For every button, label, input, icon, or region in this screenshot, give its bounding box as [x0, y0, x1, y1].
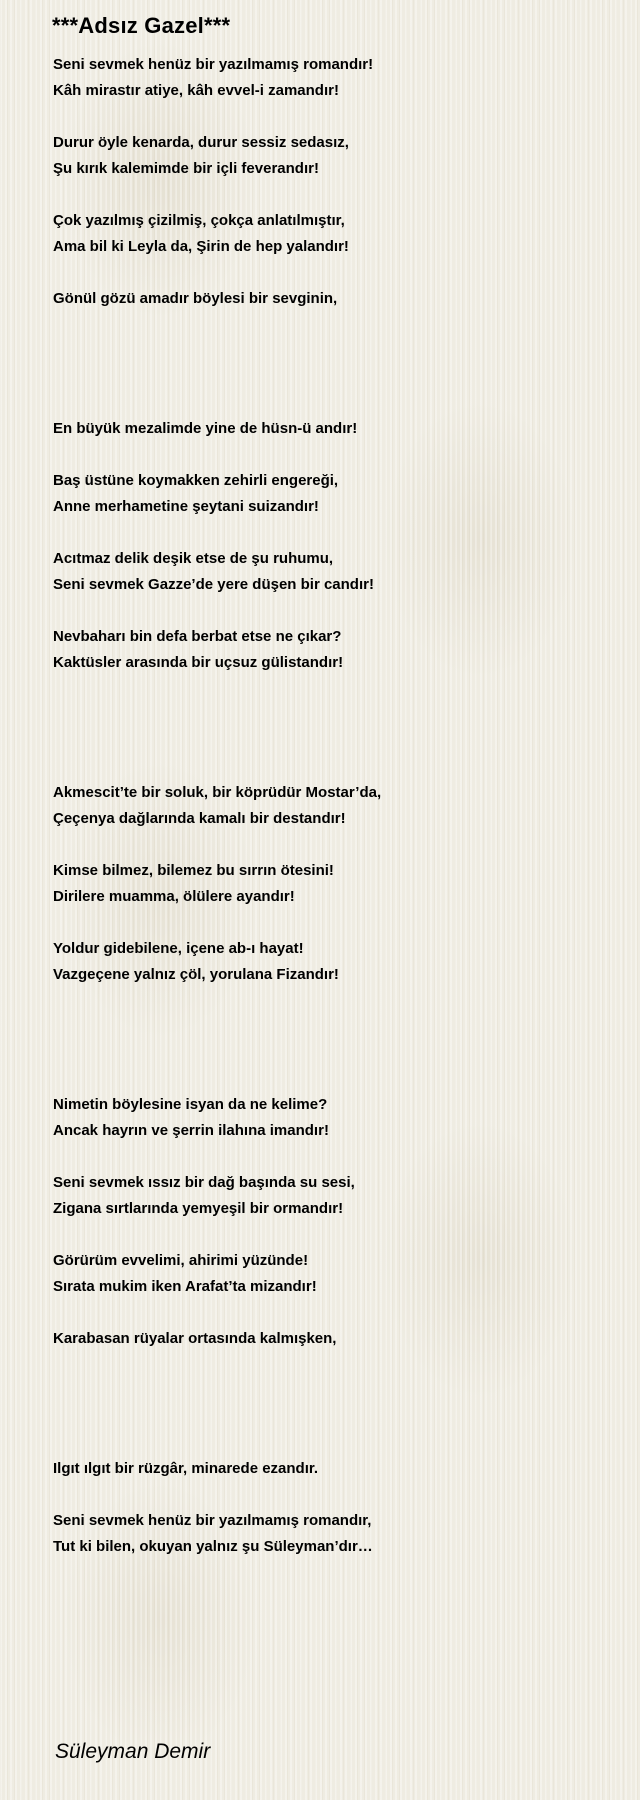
stanza: [53, 130, 613, 182]
poem-line: Kimse bilmez, bilemez bu sırrın ötesini!: [53, 862, 334, 879]
stanza: [53, 208, 613, 260]
stanza: [53, 286, 613, 312]
poem-line: Sırata mukim iken Arafat’ta mizandır!: [53, 1278, 317, 1295]
poem-title: ***Adsız Gazel***: [52, 13, 231, 38]
poem-line: Tut ki bilen, okuyan yalnız şu Süleyman’dır…: [53, 1538, 373, 1555]
poem-body: [53, 52, 613, 1560]
stanza: [53, 624, 613, 676]
poem-line: Gönül gözü amadır böylesi bir sevginin,: [53, 290, 338, 307]
poem-line: Seni sevmek ıssız bir dağ başında su sesi,: [53, 1174, 355, 1191]
stanza: [53, 858, 613, 910]
poem-line: Kâh mirastır atiye, kâh evvel-i zamandır!: [53, 82, 339, 99]
poem-line: Ancak hayrın ve şerrin ilahına imandır!: [53, 1122, 329, 1139]
stanza: [53, 52, 613, 104]
poem-line: Nevbaharı bin defa berbat etse ne çıkar?: [53, 628, 342, 645]
poem-line: Baş üstüne koymakken zehirli engereği,: [53, 472, 339, 489]
stanza: [53, 1092, 613, 1144]
stanza: [53, 546, 613, 598]
poem-line: Çeçenya dağlarında kamalı bir destandır!: [53, 810, 346, 827]
author-signature: Süleyman Demir: [55, 1740, 211, 1763]
poem-line: Seni sevmek henüz bir yazılmamış romandır!: [53, 56, 374, 73]
poem-line: Durur öyle kenarda, durur sessiz sedasız,: [53, 134, 349, 151]
poem-line: Nimetin böylesine isyan da ne kelime?: [53, 1096, 328, 1113]
stanza: [53, 416, 613, 442]
poem-line: Kaktüsler arasında bir uçsuz gülistandır!: [53, 654, 344, 671]
poem-line: Çok yazılmış çizilmiş, çokça anlatılmıştır,: [53, 212, 345, 229]
stanza: [53, 1508, 613, 1560]
poem-line: Seni sevmek henüz bir yazılmamış romandır,: [53, 1512, 372, 1529]
stanza: [53, 1326, 613, 1352]
stanza: [53, 936, 613, 988]
stanza: [53, 468, 613, 520]
poem-line: Şu kırık kalemimde bir içli feverandır!: [53, 160, 319, 177]
stanza: [53, 1170, 613, 1222]
poem-line: Görürüm evvelimi, ahirimi yüzünde!: [53, 1252, 309, 1269]
poem-line: En büyük mezalimde yine de hüsn-ü andır!: [53, 420, 358, 437]
poem-line: Vazgeçene yalnız çöl, yorulana Fizandır!: [53, 966, 339, 983]
poem-line: Acıtmaz delik deşik etse de şu ruhumu,: [53, 550, 334, 567]
poem-line: Zigana sırtlarında yemyeşil bir ormandır!: [53, 1200, 344, 1217]
poem-line: Karabasan rüyalar ortasında kalmışken,: [53, 1330, 337, 1347]
poem-line: Ama bil ki Leyla da, Şirin de hep yalandır!: [53, 238, 349, 255]
poem-line: Seni sevmek Gazze’de yere düşen bir candır!: [53, 576, 374, 593]
poem-line: Anne merhametine şeytani suizandır!: [53, 498, 319, 515]
stanza: [53, 1248, 613, 1300]
poem-line: Ilgıt ılgıt bir rüzgâr, minarede ezandır.: [53, 1460, 319, 1477]
poem-line: Akmescit’te bir soluk, bir köprüdür Mostar’da,: [53, 784, 382, 801]
stanza: [53, 780, 613, 832]
poem-line: Yoldur gidebilene, içene ab-ı hayat!: [53, 940, 304, 957]
stanza: [53, 1456, 613, 1482]
poem-line: Dirilere muamma, ölülere ayandır!: [53, 888, 295, 905]
